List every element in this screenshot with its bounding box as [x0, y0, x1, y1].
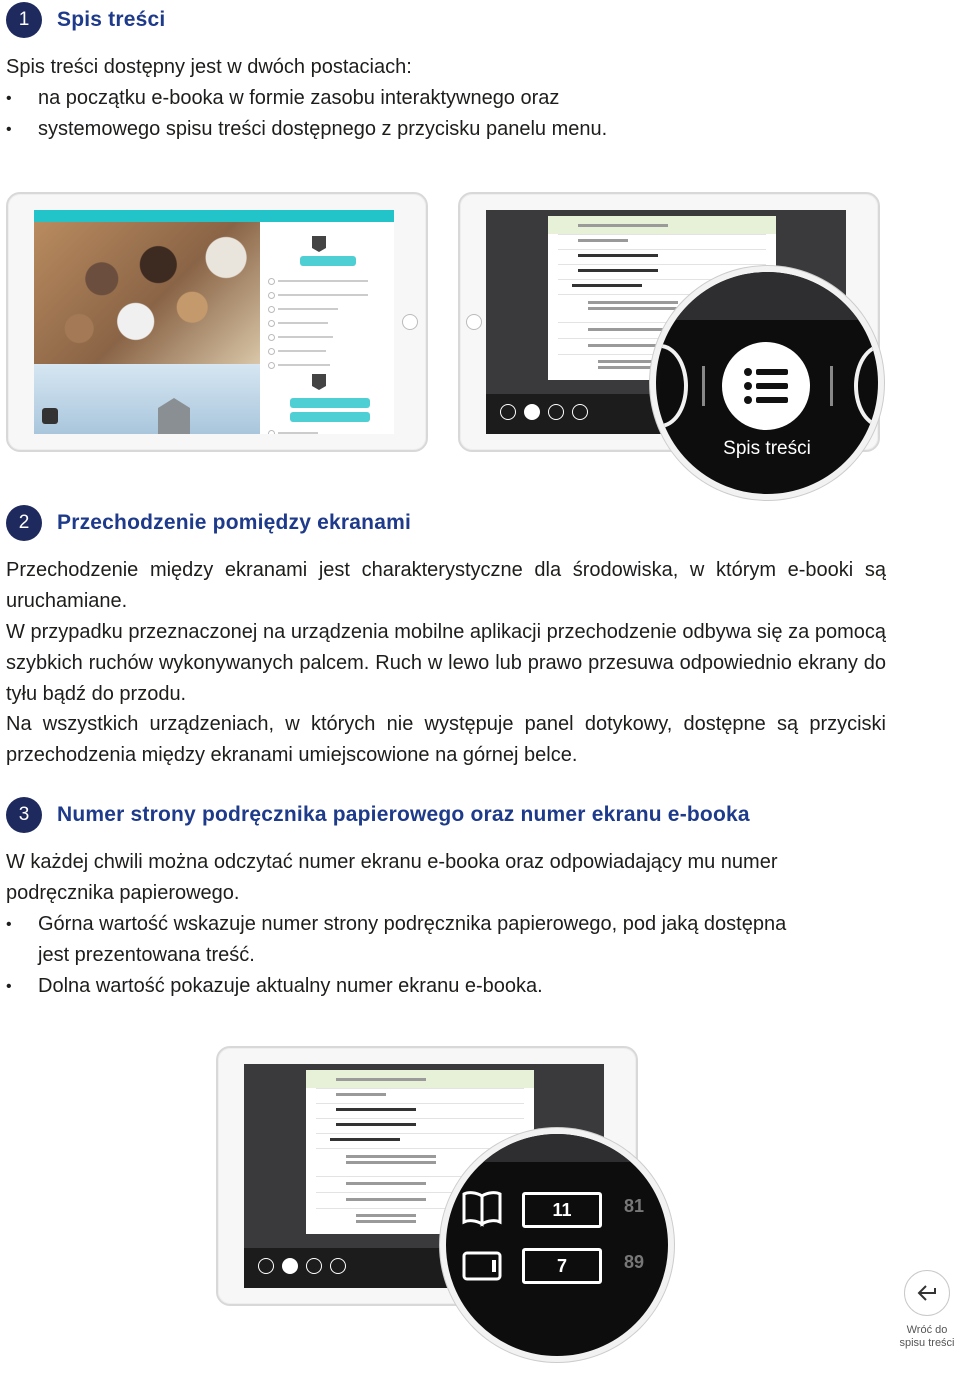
- tablet-interactive-toc: [6, 192, 428, 452]
- list-icon: [722, 342, 810, 430]
- back-icon: [330, 1258, 346, 1274]
- arrow-back-icon: [914, 1280, 940, 1306]
- screen-total: 89: [624, 1252, 645, 1272]
- tablet-icon: [462, 1250, 502, 1282]
- section-number-badge: 3: [6, 797, 42, 833]
- shelf-icon: [500, 404, 516, 420]
- section-2-paragraph: W przypadku przeznaczonej na urządzenia mobilne aplikacji przechodzenie odbywa się za pomocą szybkich ruchów wykonywanych palcem. Ruch w lewo lub prawo przesuwa odpowiednio ekrany do tyłu bądź do przodu.: [6, 621, 886, 705]
- back-icon: [572, 404, 588, 420]
- shield-icon: [312, 374, 326, 390]
- section-1-header: [6, 1, 165, 39]
- paper-total: 81: [624, 1196, 645, 1216]
- shelf-icon: [258, 1258, 274, 1274]
- section-3-paragraph: W każdej chwili można odczytać numer ekranu e-booka oraz odpowiadający mu numer podręcznika papierowego.: [6, 851, 778, 904]
- bullet-item: • Górna wartość wskazuje numer strony podręcznika papierowego, pod jaką dostępna jest prezentowana treść.: [6, 909, 806, 971]
- section-1-bullets: [6, 83, 886, 145]
- section-3-header: [6, 796, 750, 834]
- help-icon: [306, 1258, 322, 1274]
- section-number-badge: 2: [6, 505, 42, 541]
- help-icon: [548, 404, 564, 420]
- back-to-toc-label: [892, 1324, 960, 1350]
- section-number-badge: 1: [6, 2, 42, 38]
- zoom-page-numbers: [440, 1128, 674, 1362]
- home-button: [402, 314, 418, 330]
- bullet-item: • systemowego spisu treści dostępnego z przycisku panelu menu.: [6, 114, 886, 145]
- book-icon: [462, 1188, 502, 1228]
- zoom-toc-label: Spis treści: [723, 438, 811, 459]
- paper-page-number: 11: [522, 1192, 602, 1228]
- section-3-bullets: [6, 909, 806, 1002]
- section-2-paragraph: Na wszystkich urządzeniach, w których nie występuje panel dotykowy, dostępne są przyciski przechodzenia między ekranami umiejscowione na górnej belce.: [6, 713, 886, 766]
- section-1-intro: Spis treści dostępny jest w dwóch postaciach:: [6, 56, 412, 78]
- section-2-paragraph: Przechodzenie między ekranami jest charakterystyczne dla środowiska, w którym e-booki są uruchamiane.: [6, 559, 886, 612]
- screen-page-number: 7: [522, 1248, 602, 1284]
- back-label-line: Wróć do: [906, 1324, 948, 1336]
- list-icon: [524, 404, 540, 420]
- section-title: Spis treści: [57, 8, 166, 31]
- top-bar: [34, 210, 394, 222]
- zoom-toc-button: [650, 266, 884, 500]
- list-icon: [282, 1258, 298, 1274]
- interactive-toc-panel: [260, 222, 394, 434]
- section-title: Przechodzenie pomiędzy ekranami: [57, 511, 411, 534]
- back-to-toc-button[interactable]: [904, 1270, 950, 1316]
- section-2-header: [6, 504, 411, 542]
- home-button: [466, 314, 482, 330]
- menu-icon: [42, 408, 58, 424]
- section-title: Numer strony podręcznika papierowego oraz numer ekranu e-booka: [57, 803, 750, 826]
- students-photo: [34, 222, 260, 364]
- shield-icon: [312, 236, 326, 252]
- bullet-item: • Dolna wartość pokazuje aktualny numer ekranu e-booka.: [6, 971, 806, 1002]
- landmark-photo: [34, 364, 260, 434]
- back-label-line: spisu treści: [899, 1337, 955, 1349]
- tablet-screen: [34, 210, 394, 434]
- bullet-item: • na początku e-booka w formie zasobu interaktywnego oraz: [6, 83, 886, 114]
